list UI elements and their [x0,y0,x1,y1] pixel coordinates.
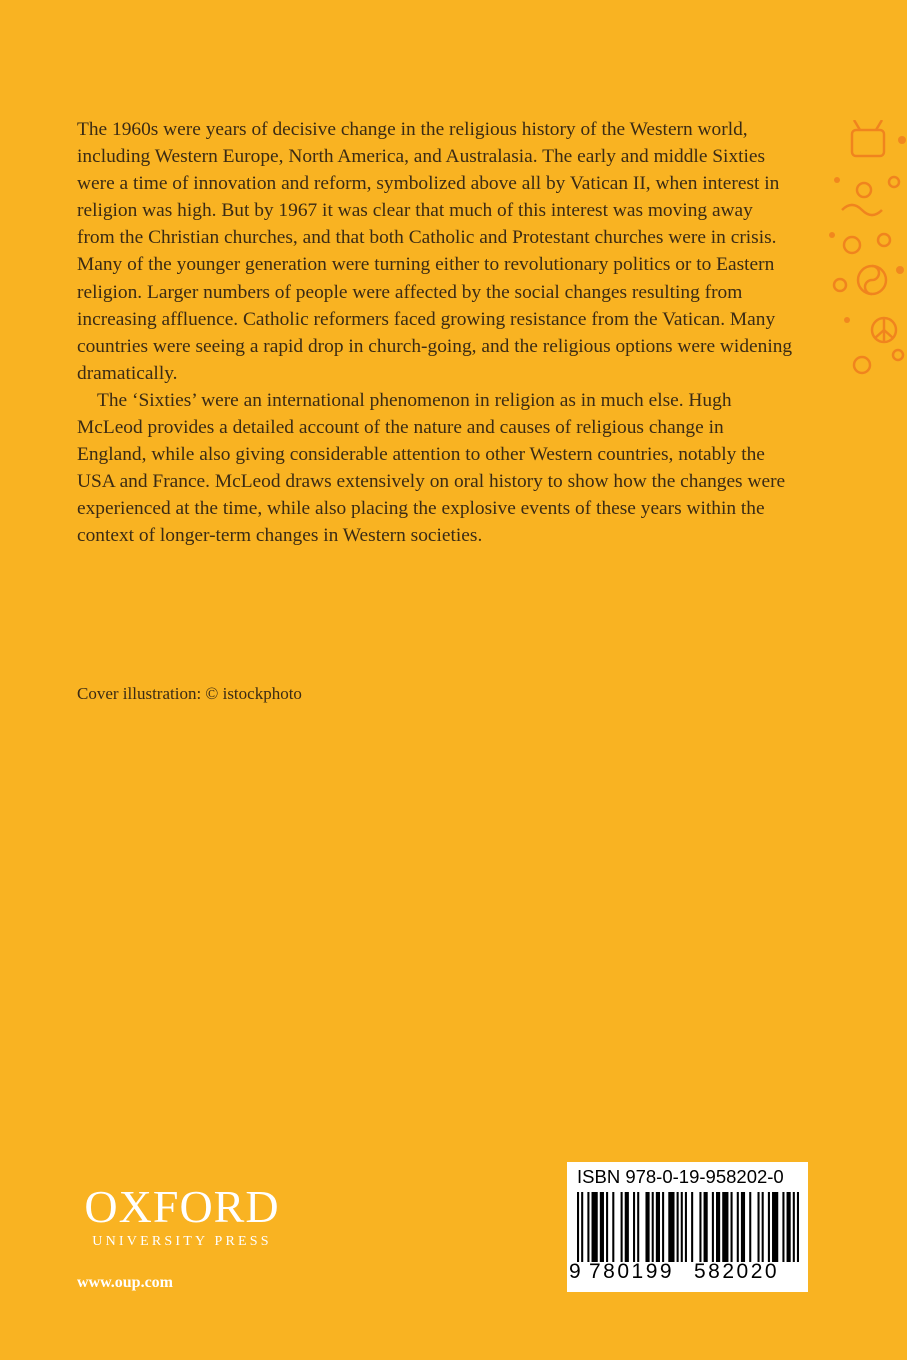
barcode-bar [704,1192,708,1262]
barcode-bar [633,1192,635,1262]
barcode-bar [768,1192,770,1262]
barcode-left-group: 780199 [589,1260,675,1283]
barcode-bar [787,1192,791,1262]
barcode-bar [592,1192,598,1262]
barcode-bar [577,1192,579,1262]
barcode-bar [621,1192,623,1262]
barcode-bar [587,1192,589,1262]
publisher-subtitle: UNIVERSITY PRESS [92,1234,272,1249]
barcode-bar [797,1192,799,1262]
gear-icon [844,237,860,253]
barcode-bar [645,1192,649,1262]
barcode-bar [652,1192,654,1262]
publisher-website: www.oup.com [77,1274,174,1291]
barcode-bar [699,1192,701,1262]
flower-icon [857,183,871,197]
barcode-bar [793,1192,795,1262]
barcode-bar [772,1192,778,1262]
smiley-icon [834,279,846,291]
barcode-bar [749,1192,751,1262]
barcode-bar [681,1192,683,1262]
barcode-bar [677,1192,679,1262]
barcode-bar [625,1192,629,1262]
barcode-bar [691,1192,693,1262]
barcode-bar [731,1192,733,1262]
barcode-bar [762,1192,764,1262]
sixties-illustration [802,120,907,380]
barcode-lead-digit: 9 [569,1260,581,1283]
publisher-name: OXFORD [84,1181,280,1232]
blurb-paragraph-2: The ‘Sixties’ were an international phenomenon in religion as in much else. Hugh McLeod provides a detailed account of the nature and causes of religious change in England, while also giving considerable attention to other Western countries, notably the USA and France. McLeod draws extensively on oral history to show how the changes were experienced at the time, while also placing the explosive events of these years within the context of longer-term changes in Western societies. [77,389,786,547]
blurb-paragraph-1: The 1960s were years of decisive change in the religious history of the Western world, including Western Europe, North America, and Australasia. The early and middle Sixties were a time of innovation and reform, symbolized above all by Vatican II, when interest in religion was high. But by 1967 it was clear that much of this interest was moving away from the Christian churches, and that both Catholic and Protestant churches were in crisis. Many of the younger generation were turning either to revolutionary politics or to Eastern religion. Larger numbers of people were affected by the social changes resulting from increasing affluence. Catholic reformers faced growing resistance from the Vatican. Many countries were seeing a rapid drop in church-going, and the religious options were widening dramatically. [77,119,793,384]
barcode-bar [782,1192,784,1262]
barcode-bar [668,1192,674,1262]
heart-icon [854,357,870,373]
barcode-bar [612,1192,614,1262]
barcode-bar [716,1192,720,1262]
isbn-label: ISBN 978-0-19-958202-0 [577,1166,784,1187]
barcode-bar [758,1192,760,1262]
back-cover-blurb [77,116,793,550]
barcode-bars [577,1192,799,1262]
wave-icon [842,205,882,215]
barcode-bar [741,1192,745,1262]
barcode-right-group: 582020 [694,1260,780,1283]
barcode-bar [685,1192,687,1262]
barcode-bar [737,1192,739,1262]
cover-illustration-credit: Cover illustration: © istockphoto [77,684,302,703]
barcode-bar [712,1192,714,1262]
oxford-university-press-logo [77,1181,287,1250]
barcode-bar [581,1192,583,1262]
isbn-barcode [567,1162,808,1292]
barcode-bar [637,1192,639,1262]
barcode-bar [662,1192,664,1262]
tv-icon [852,130,884,156]
barcode-bar [606,1192,608,1262]
barcode-bar [722,1192,728,1262]
barcode-bar [600,1192,604,1262]
barcode-bar [656,1192,660,1262]
